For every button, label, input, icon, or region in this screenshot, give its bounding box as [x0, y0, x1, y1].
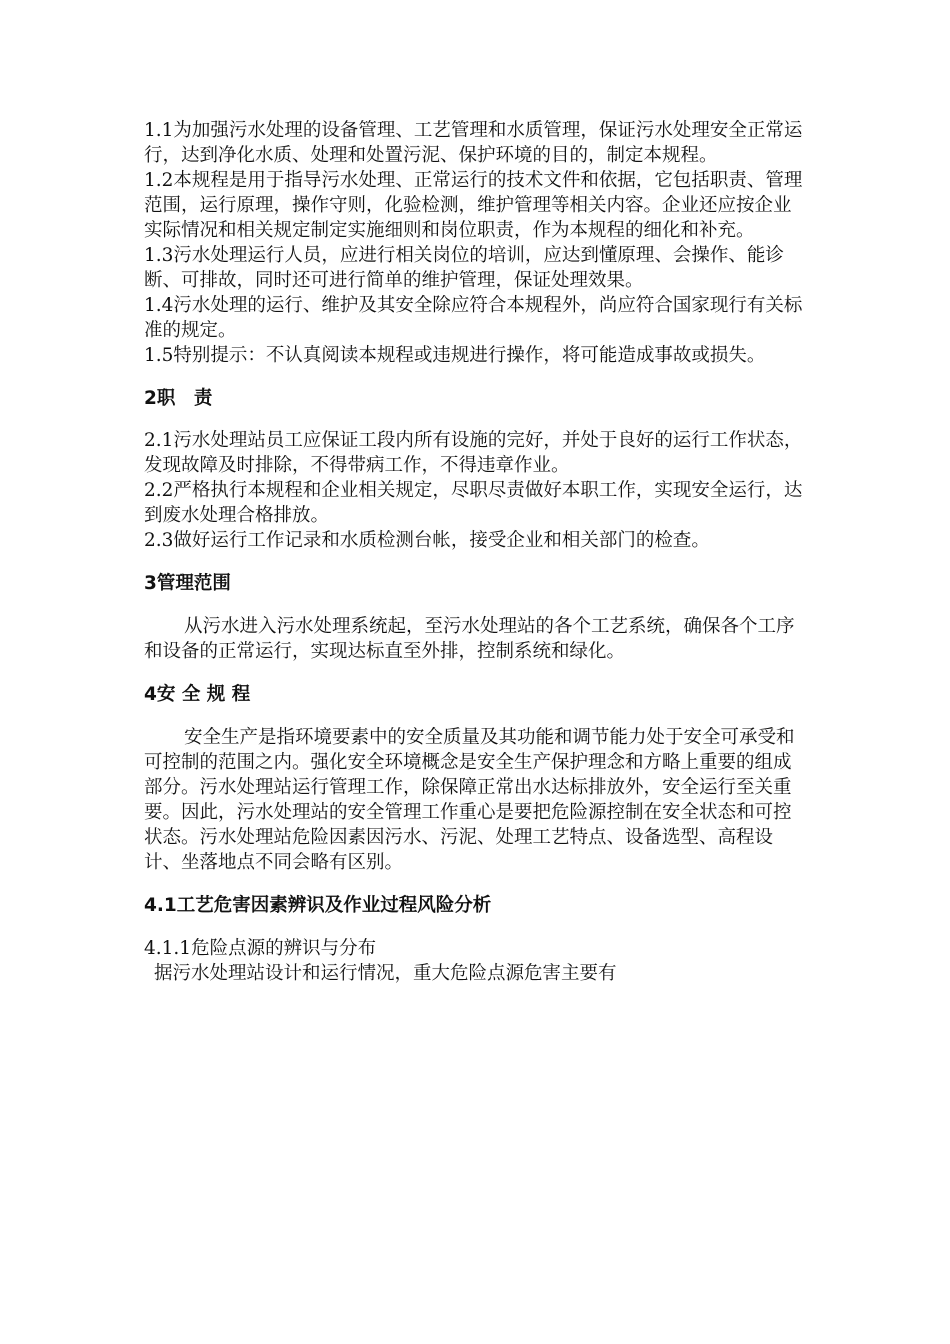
paragraph-2-1: 2.1污水处理站员工应保证工段内所有设施的完好，并处于良好的运行工作状态，发现故障及时排除，不得带病工作，不得违章作业。 — [144, 430, 803, 476]
paragraph-2-2: 2.2严格执行本规程和企业相关规定，尽职尽责做好本职工作，实现安全运行，达到废水处理合格排放。 — [144, 480, 803, 526]
paragraph-1-3: 1.3污水处理运行人员，应进行相关岗位的培训，应达到懂原理、会操作、能诊断、可排故，同时还可进行简单的维护管理，保证处理效果。 — [144, 245, 784, 291]
paragraph-2-3: 2.3做好运行工作记录和水质检测台帐，接受企业和相关部门的检查。 — [144, 530, 710, 551]
paragraph-3: 从污水进入污水处理系统起，至污水处理站的各个工艺系统，确保各个工序和设备的正常运行，实现达标直至外排，控制系统和绿化。 — [144, 616, 795, 662]
section-4-heading: 4安 全 规 程 — [144, 684, 251, 705]
paragraph-4: 安全生产是指环境要素中的安全质量及其功能和调节能力处于安全可承受和可控制的范围之内。强化安全环境概念是安全生产保护理念和方略上重要的组成部分。污水处理站运行管理工作，除保障正常出水达标排放外，安全运行至关重要。因此，污水处理站的安全管理工作重心是要把危险源控制在安全状态和可控状态。污水处理站危险因素因污水、污泥、处理工艺特点、设备选型、高程设计、坐落地点不同会略有区别。 — [144, 727, 795, 873]
paragraph-4-1-1-title: 4.1.1危险点源的辨识与分布 — [144, 938, 377, 959]
section-3-heading: 3管理范围 — [144, 573, 231, 594]
paragraph-4-1-1-text: 据污水处理站设计和运行情况，重大危险点源危害主要有 — [154, 963, 617, 984]
paragraph-1-1: 1.1为加强污水处理的设备管理、工艺管理和水质管理，保证污水处理安全正常运行，达到净化水质、处理和处置污泥、保护环境的目的，制定本规程。 — [144, 120, 803, 166]
paragraph-1-5: 1.5特别提示：不认真阅读本规程或违规进行操作，将可能造成事故或损失。 — [144, 345, 766, 366]
section-4-1-heading: 4.1工艺危害因素辨识及作业过程风险分析 — [144, 895, 492, 916]
document-page — [144, 118, 804, 986]
section-2-heading: 2职 责 — [144, 388, 213, 409]
paragraph-1-4: 1.4污水处理的运行、维护及其安全除应符合本规程外，尚应符合国家现行有关标准的规定。 — [144, 295, 803, 341]
paragraph-1-2: 1.2本规程是用于指导污水处理、正常运行的技术文件和依据，它包括职责、管理范围，运行原理，操作守则，化验检测，维护管理等相关内容。企业还应按企业实际情况和相关规定制定实施细则和岗位职责，作为本规程的细化和补充。 — [144, 170, 803, 241]
